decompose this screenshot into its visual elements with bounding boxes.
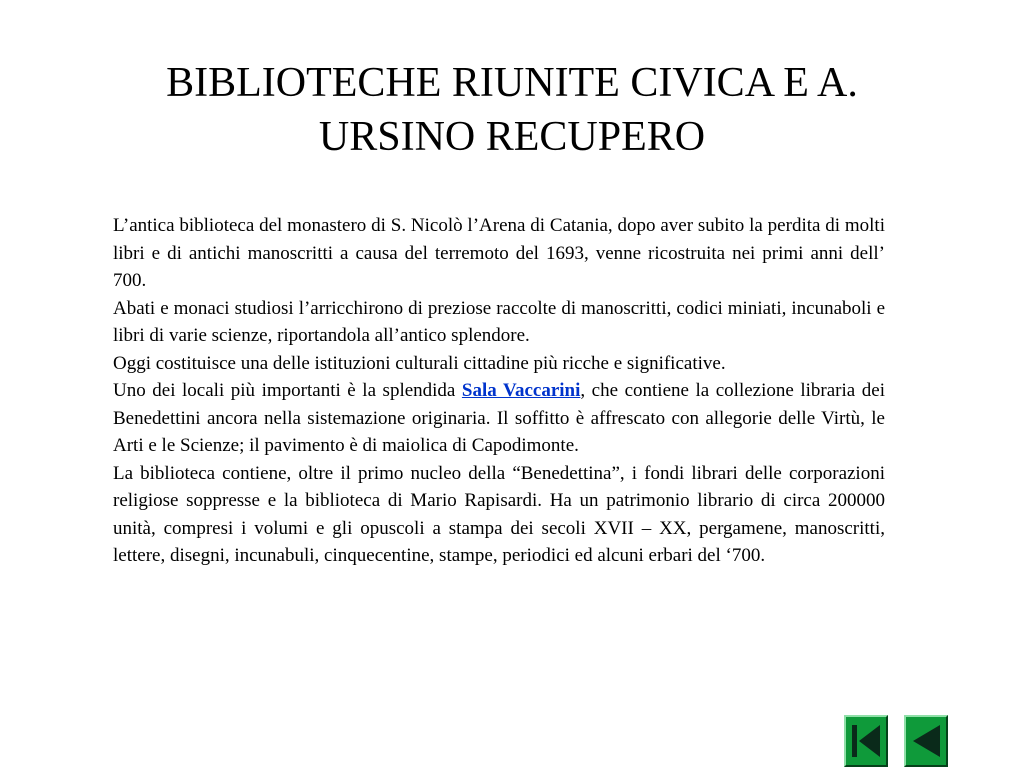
skip-to-first-icon [849,722,883,760]
slide-navigation [844,715,948,767]
paragraph-sala-vaccarini [113,377,885,460]
paragraph-abbots: Abati e monaci studiosi l’arricchirono di preziose raccolte di manoscritti, codici miniati, incunaboli e libri di varie scienze, riportandola all’antico splendore. [113,297,885,346]
slide-body [113,212,885,570]
slide-title [60,56,964,164]
paragraph-history: L’antica biblioteca del monastero di S. Nicolò l’Arena di Catania, dopo aver subito la perdita di molti libri e di antichi manoscritti a causa del terremoto del 1693, venne ricostruita nei primi anni dell’ 700. [113,215,885,291]
slide-title-line-2: URSINO RECUPERO [318,114,706,160]
paragraph-collections: La biblioteca contiene, oltre il primo nucleo della “Benedettina”, i fondi librari delle corporazioni religiose soppresse e la biblioteca di Mario Rapisardi. Ha un patrimonio librario di circa 200000 unità, compresi i volumi e gli opuscoli a stampa dei secoli XVII – XX, pergamene, manoscritti, lettere, disegni, incunabuli, cinquecentine, stampe, periodici ed alcuni erbari del ‘700. [113,462,885,566]
previous-triangle-icon [909,722,943,760]
paragraph-sala-text-before: Uno dei locali più importanti è la splendida [113,380,462,401]
previous-slide-button[interactable] [904,715,948,767]
first-slide-button[interactable] [844,715,888,767]
sala-vaccarini-link[interactable]: Sala Vaccarini [461,380,581,401]
slide-title-line-1: BIBLIOTECHE RIUNITE CIVICA E A. [166,60,858,106]
paragraph-sala-text-after: , che contiene la collezione libraria dei Benedettini ancora nella sistemazione originaria. Il soffitto è affrescato con allegorie delle Virtù, le Arti e le Scienze; il pavimento è di maiolica di Capodimonte. [113,380,885,456]
paragraph-today: Oggi costituisce una delle istituzioni culturali cittadine più ricche e significative. [113,352,726,374]
